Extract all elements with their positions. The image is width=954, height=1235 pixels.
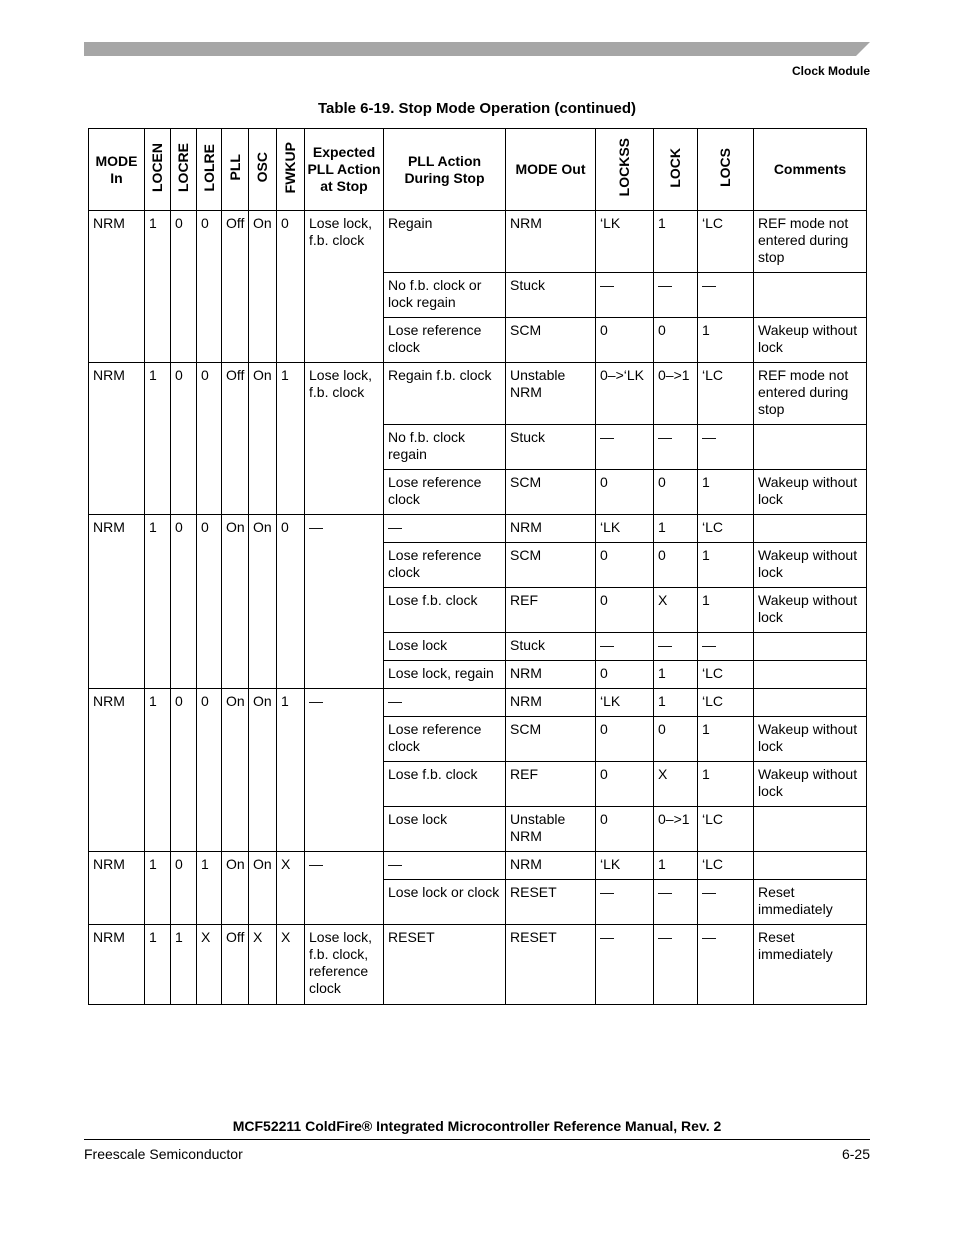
table-body xyxy=(89,211,867,1005)
cell-fwkup: 0 xyxy=(277,515,305,689)
cell-comments xyxy=(754,273,867,318)
cell-lock: X xyxy=(654,588,698,633)
cell-pll: On xyxy=(222,515,249,689)
cell-pll: On xyxy=(222,852,249,925)
cell-mode-out: RESET xyxy=(506,925,596,1005)
col-fwkup xyxy=(277,129,305,211)
cell-locre: 0 xyxy=(171,515,197,689)
cell-expected-action: — xyxy=(305,515,384,689)
cell-lock: 0–>1 xyxy=(654,807,698,852)
cell-pll: Off xyxy=(222,211,249,363)
cell-action-during-stop: — xyxy=(384,515,506,543)
cell-locen: 1 xyxy=(145,925,171,1005)
cell-comments xyxy=(754,661,867,689)
table-row xyxy=(89,852,867,880)
cell-action-during-stop: Lose reference clock xyxy=(384,543,506,588)
cell-mode-out: Stuck xyxy=(506,273,596,318)
cell-lockss: 0 xyxy=(596,717,654,762)
cell-mode-out: SCM xyxy=(506,318,596,363)
col-action-during-stop: PLL Action During Stop xyxy=(384,129,506,211)
cell-locs: 1 xyxy=(698,470,754,515)
col-lockss xyxy=(596,129,654,211)
cell-expected-action: Lose lock, f.b. clock xyxy=(305,363,384,515)
cell-locre: 0 xyxy=(171,689,197,852)
cell-expected-action: Lose lock, f.b. clock, reference clock xyxy=(305,925,384,1005)
cell-comments xyxy=(754,852,867,880)
cell-lock: 1 xyxy=(654,689,698,717)
cell-action-during-stop: Lose lock xyxy=(384,633,506,661)
table-row xyxy=(89,363,867,425)
cell-mode-out: NRM xyxy=(506,661,596,689)
cell-lockss: — xyxy=(596,273,654,318)
col-locre xyxy=(171,129,197,211)
cell-lock: 0–>1 xyxy=(654,363,698,425)
cell-pll: Off xyxy=(222,363,249,515)
table-row xyxy=(89,925,867,1005)
cell-osc: X xyxy=(249,925,277,1005)
cell-locs: ‘LC xyxy=(698,211,754,273)
cell-lock: 0 xyxy=(654,717,698,762)
cell-locre: 0 xyxy=(171,211,197,363)
cell-mode-out: SCM xyxy=(506,717,596,762)
cell-locs: — xyxy=(698,633,754,661)
cell-lockss: 0 xyxy=(596,470,654,515)
cell-comments xyxy=(754,515,867,543)
col-mode-out: MODE Out xyxy=(506,129,596,211)
cell-action-during-stop: — xyxy=(384,852,506,880)
cell-mode-out: REF xyxy=(506,588,596,633)
cell-action-during-stop: Regain xyxy=(384,211,506,273)
cell-lockss: 0 xyxy=(596,807,654,852)
cell-comments: REF mode not entered during stop xyxy=(754,211,867,273)
cell-lolre: X xyxy=(197,925,222,1005)
cell-osc: On xyxy=(249,852,277,925)
col-lolre xyxy=(197,129,222,211)
cell-comments: Wakeup without lock xyxy=(754,318,867,363)
cell-lockss: 0 xyxy=(596,661,654,689)
cell-fwkup: 1 xyxy=(277,363,305,515)
cell-lockss: 0 xyxy=(596,543,654,588)
cell-lock: 1 xyxy=(654,661,698,689)
table-title: Table 6-19. Stop Mode Operation (continued) xyxy=(317,100,637,117)
cell-mode-out: SCM xyxy=(506,470,596,515)
cell-mode-out: RESET xyxy=(506,880,596,925)
cell-locre: 0 xyxy=(171,852,197,925)
cell-mode-in: NRM xyxy=(89,689,145,852)
cell-lockss: ‘LK xyxy=(596,211,654,273)
col-locen-label: LOCEN xyxy=(149,143,165,192)
cell-comments xyxy=(754,807,867,852)
cell-lock: — xyxy=(654,425,698,470)
col-lockss-label: LOCKSS xyxy=(616,138,632,197)
col-locre-label: LOCRE xyxy=(175,143,191,192)
cell-lock: 1 xyxy=(654,211,698,273)
cell-locs: ‘LC xyxy=(698,661,754,689)
footer-page-number: 6-25 xyxy=(841,1146,870,1162)
cell-fwkup: 1 xyxy=(277,689,305,852)
cell-lock: 0 xyxy=(654,470,698,515)
col-lock xyxy=(654,129,698,211)
cell-comments: Reset immediately xyxy=(754,880,867,925)
cell-mode-out: Unstable NRM xyxy=(506,807,596,852)
cell-locs: ‘LC xyxy=(698,852,754,880)
cell-comments: Wakeup without lock xyxy=(754,717,867,762)
cell-locen: 1 xyxy=(145,515,171,689)
cell-action-during-stop: Lose reference clock xyxy=(384,470,506,515)
cell-action-during-stop: Lose lock or clock xyxy=(384,880,506,925)
cell-lockss: ‘LK xyxy=(596,689,654,717)
cell-osc: On xyxy=(249,211,277,363)
cell-action-during-stop: No f.b. clock or lock regain xyxy=(384,273,506,318)
footer-rule xyxy=(84,1139,870,1140)
cell-fwkup: X xyxy=(277,852,305,925)
cell-locs: — xyxy=(698,273,754,318)
cell-mode-out: Unstable NRM xyxy=(506,363,596,425)
cell-lockss: — xyxy=(596,633,654,661)
cell-locs: ‘LC xyxy=(698,689,754,717)
cell-action-during-stop: Lose reference clock xyxy=(384,318,506,363)
cell-locs: — xyxy=(698,425,754,470)
cell-expected-action: — xyxy=(305,689,384,852)
cell-locs: 1 xyxy=(698,543,754,588)
cell-lockss: — xyxy=(596,925,654,1005)
cell-locre: 1 xyxy=(171,925,197,1005)
cell-locre: 0 xyxy=(171,363,197,515)
cell-mode-in: NRM xyxy=(89,363,145,515)
cell-lock: — xyxy=(654,880,698,925)
cell-mode-out: REF xyxy=(506,762,596,807)
cell-osc: On xyxy=(249,363,277,515)
cell-locs: 1 xyxy=(698,318,754,363)
cell-mode-in: NRM xyxy=(89,925,145,1005)
col-lock-label: LOCK xyxy=(667,147,683,188)
col-lolre-label: LOLRE xyxy=(200,143,217,192)
cell-lolre: 1 xyxy=(197,852,222,925)
header-bar-shape xyxy=(84,42,870,56)
cell-locen: 1 xyxy=(145,363,171,515)
cell-comments: Wakeup without lock xyxy=(754,470,867,515)
cell-lockss: 0 xyxy=(596,588,654,633)
cell-locen: 1 xyxy=(145,689,171,852)
table-row xyxy=(89,211,867,273)
cell-locs: 1 xyxy=(698,588,754,633)
cell-lock: — xyxy=(654,633,698,661)
cell-mode-out: NRM xyxy=(506,689,596,717)
header-row xyxy=(89,129,867,211)
col-locen xyxy=(145,129,171,211)
cell-lock: 0 xyxy=(654,543,698,588)
cell-action-during-stop: — xyxy=(384,689,506,717)
col-locs-label: LOCS xyxy=(717,148,733,187)
cell-lock: — xyxy=(654,925,698,1005)
cell-mode-out: NRM xyxy=(506,852,596,880)
cell-expected-action: Lose lock, f.b. clock xyxy=(305,211,384,363)
cell-lolre: 0 xyxy=(197,363,222,515)
cell-comments xyxy=(754,689,867,717)
col-pll xyxy=(222,129,249,211)
cell-osc: On xyxy=(249,515,277,689)
cell-action-during-stop: RESET xyxy=(384,925,506,1005)
cell-locs: — xyxy=(698,880,754,925)
cell-comments xyxy=(754,425,867,470)
cell-lockss: 0 xyxy=(596,318,654,363)
col-expected-action: Expected PLL Action at Stop xyxy=(305,129,384,211)
cell-lockss: — xyxy=(596,880,654,925)
cell-comments: Wakeup without lock xyxy=(754,543,867,588)
cell-lock: X xyxy=(654,762,698,807)
cell-mode-out: SCM xyxy=(506,543,596,588)
col-fwkup-label: FWKUP xyxy=(282,141,298,194)
cell-action-during-stop: Lose f.b. clock xyxy=(384,588,506,633)
cell-locs: 1 xyxy=(698,762,754,807)
cell-locs: ‘LC xyxy=(698,515,754,543)
col-osc xyxy=(249,129,277,211)
cell-lock: 1 xyxy=(654,852,698,880)
footer-company: Freescale Semiconductor xyxy=(84,1146,243,1162)
cell-action-during-stop: No f.b. clock regain xyxy=(384,425,506,470)
col-locs xyxy=(698,129,754,211)
cell-comments: Reset immediately xyxy=(754,925,867,1005)
cell-osc: On xyxy=(249,689,277,852)
cell-action-during-stop: Lose lock, regain xyxy=(384,661,506,689)
cell-locs: ‘LC xyxy=(698,363,754,425)
cell-locs: — xyxy=(698,925,754,1005)
cell-locs: ‘LC xyxy=(698,807,754,852)
cell-comments: REF mode not entered during stop xyxy=(754,363,867,425)
cell-mode-out: Stuck xyxy=(506,633,596,661)
cell-locs: 1 xyxy=(698,717,754,762)
cell-locen: 1 xyxy=(145,852,171,925)
cell-lolre: 0 xyxy=(197,689,222,852)
cell-fwkup: X xyxy=(277,925,305,1005)
cell-mode-out: NRM xyxy=(506,515,596,543)
stop-mode-table xyxy=(88,128,867,1005)
cell-lockss: ‘LK xyxy=(596,515,654,543)
cell-lockss: ‘LK xyxy=(596,852,654,880)
cell-mode-in: NRM xyxy=(89,852,145,925)
cell-pll: Off xyxy=(222,925,249,1005)
cell-lockss: 0 xyxy=(596,762,654,807)
col-pll-label: PLL xyxy=(226,154,243,181)
col-mode-in: MODE In xyxy=(89,129,145,211)
footer-manual-title: MCF52211 ColdFire® Integrated Microcontroller Reference Manual, Rev. 2 xyxy=(232,1118,722,1134)
cell-action-during-stop: Regain f.b. clock xyxy=(384,363,506,425)
cell-action-during-stop: Lose reference clock xyxy=(384,717,506,762)
cell-action-during-stop: Lose lock xyxy=(384,807,506,852)
cell-comments xyxy=(754,633,867,661)
cell-action-during-stop: Lose f.b. clock xyxy=(384,762,506,807)
cell-comments: Wakeup without lock xyxy=(754,588,867,633)
cell-pll: On xyxy=(222,689,249,852)
col-comments: Comments xyxy=(754,129,867,211)
cell-expected-action: — xyxy=(305,852,384,925)
section-label: Clock Module xyxy=(791,64,870,78)
cell-mode-out: Stuck xyxy=(506,425,596,470)
cell-lock: 1 xyxy=(654,515,698,543)
cell-lock: — xyxy=(654,273,698,318)
cell-fwkup: 0 xyxy=(277,211,305,363)
cell-comments: Wakeup without lock xyxy=(754,762,867,807)
cell-lockss: — xyxy=(596,425,654,470)
cell-lolre: 0 xyxy=(197,515,222,689)
cell-lock: 0 xyxy=(654,318,698,363)
cell-locen: 1 xyxy=(145,211,171,363)
header-bar xyxy=(84,42,870,56)
cell-lockss: 0–>‘LK xyxy=(596,363,654,425)
cell-lolre: 0 xyxy=(197,211,222,363)
col-osc-label: OSC xyxy=(254,152,270,183)
table-row xyxy=(89,515,867,543)
cell-mode-in: NRM xyxy=(89,211,145,363)
cell-mode-in: NRM xyxy=(89,515,145,689)
cell-mode-out: NRM xyxy=(506,211,596,273)
table-row xyxy=(89,689,867,717)
